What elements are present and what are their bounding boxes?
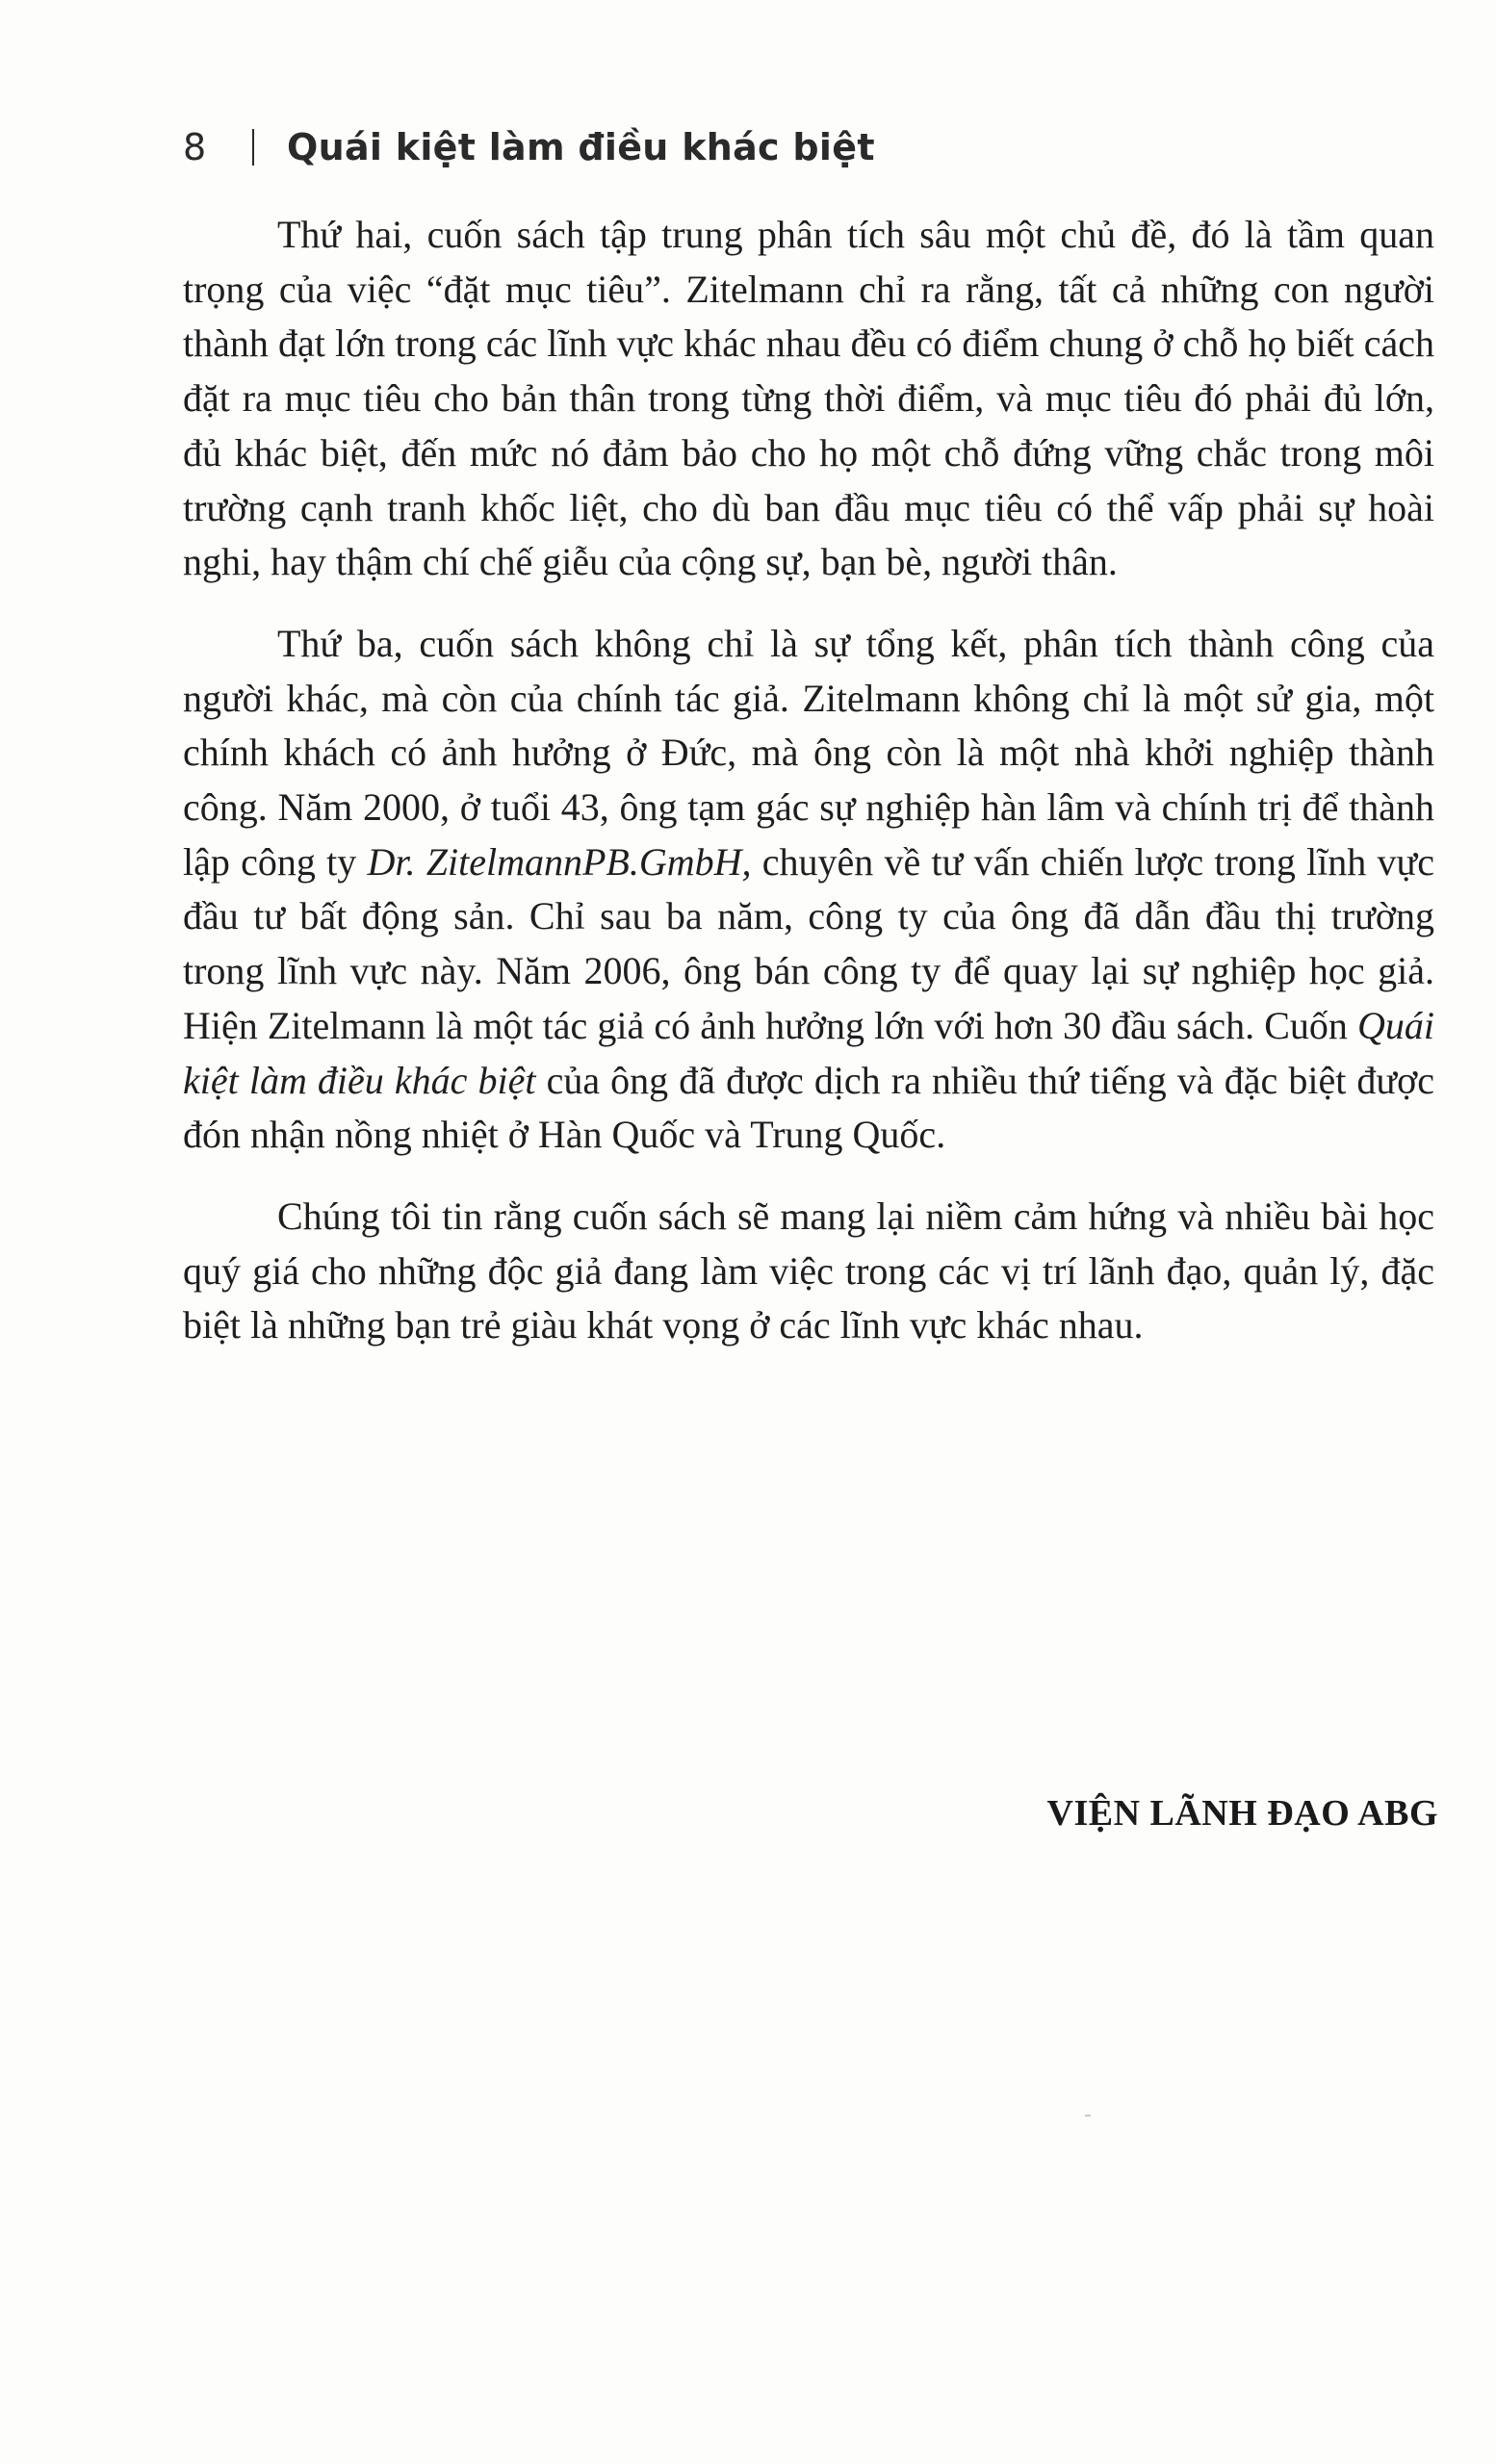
page-number: 8 <box>183 126 207 168</box>
running-title: Quái kiệt làm điều khác biệt <box>287 126 875 168</box>
paragraph-text: Thứ ba, cuốn sách không chỉ là sự tổng kết, phân tích thành công của người khác, mà còn của chính tác giả. Zitelmann không chỉ là một sử gia, một chính khách có ảnh hưởng ở Đức, mà ông còn là một nhà khởi nghiệp thành công. Năm 2000, ở tuổi 43, ông tạm gác sự nghiệp hàn lâm và chính trị để thành lập công ty <box>183 621 1434 884</box>
book-title: Quái kiệt làm điều khác biệt <box>183 1003 1434 1102</box>
body-text <box>183 208 1434 1380</box>
paragraph-second-point: Thứ hai, cuốn sách tập trung phân tích sâu một chủ đề, đó là tầm quan trọng của việc “đặt mục tiêu”. Zitelmann chỉ ra rằng, tất cả những con người thành đạt lớn trong các lĩnh vực khác nhau đều có điểm chung ở chỗ họ biết cách đặt ra mục tiêu cho bản thân trong từng thời điểm, và mục tiêu đó phải đủ lớn, đủ khác biệt, đến mức nó đảm bảo cho họ một chỗ đứng vững chắc trong môi trường cạnh tranh khốc liệt, cho dù ban đầu mục tiêu có thể vấp phải sự hoài nghi, hay thậm chí chế giễu của cộng sự, bạn bè, người thân. <box>183 213 1434 584</box>
paper-speck <box>1085 2115 1091 2117</box>
paragraph-text: chuyên về tư vấn chiến lược trong lĩnh vực đầu tư bất động sản. Chỉ sau ba năm, công ty của ông đã dẫn đầu thị trường trong lĩnh vực này. Năm 2006, ông bán công ty để quay lại sự nghiệp học giả. Hiện Zitelmann là một tác giả có ảnh hưởng lớn với hơn 30 đầu sách. Cuốn <box>183 839 1434 1047</box>
paragraph-closing: Chúng tôi tin rằng cuốn sách sẽ mang lại niềm cảm hứng và nhiều bài học quý giá cho những độc giả đang làm việc trong các vị trí lãnh đạo, quản lý, đặc biệt là những bạn trẻ giàu khát vọng ở các lĩnh vực khác nhau. <box>183 1194 1434 1348</box>
paragraph-text: của ông đã được dịch ra nhiều thứ tiếng và đặc biệt được đón nhận nồng nhiệt ở Hàn Quốc và Trung Quốc. <box>183 1058 1434 1157</box>
signature: VIỆN LÃNH ĐẠO ABG <box>1046 1793 1438 1834</box>
company-name: Dr. ZitelmannPB.GmbH, <box>367 839 752 884</box>
header-divider <box>252 129 254 166</box>
running-header <box>183 114 1434 181</box>
paragraph-third-point <box>183 617 1434 1163</box>
